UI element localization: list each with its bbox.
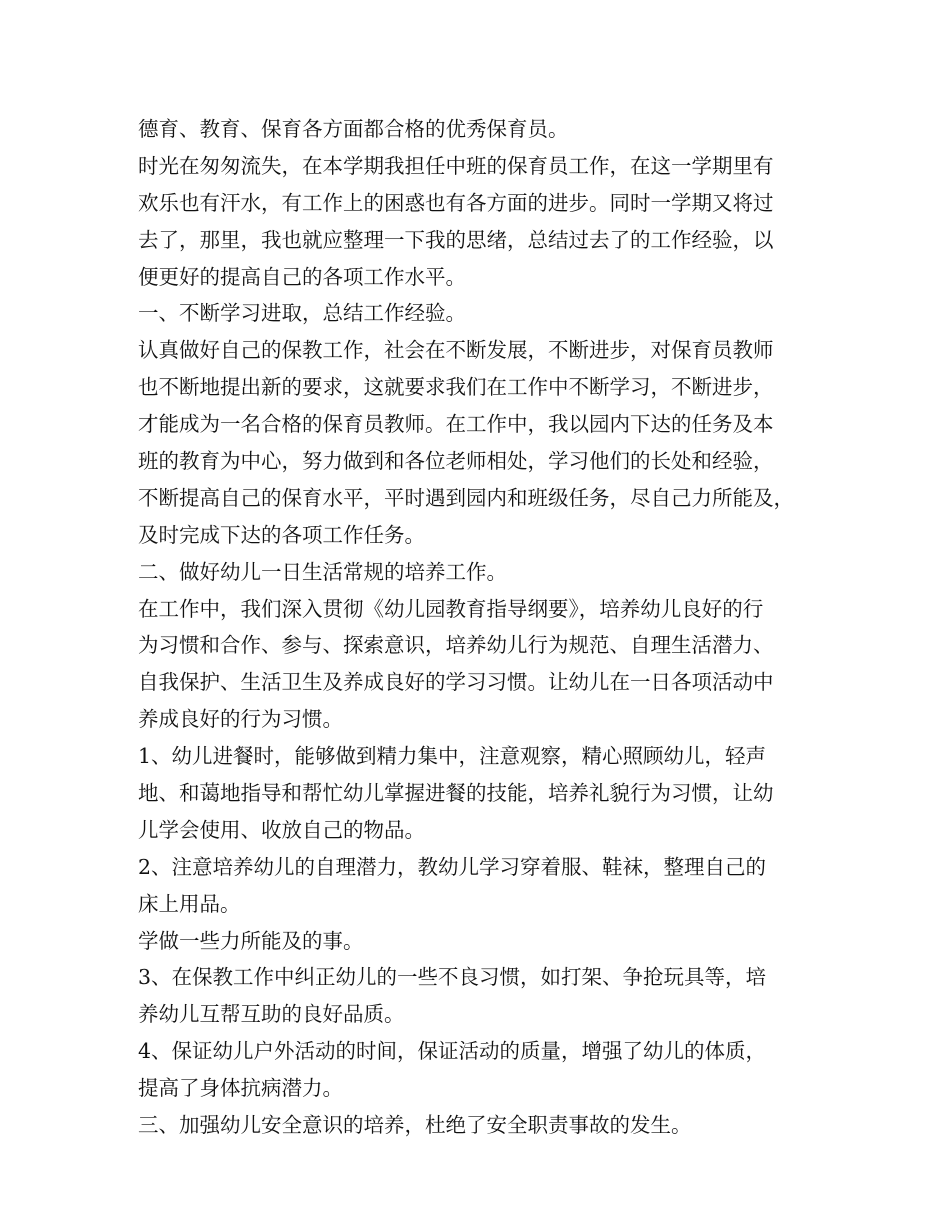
paragraph-line: 欢乐也有汗水，有工作上的困惑也有各方面的进步。同时一学期又将过: [138, 190, 774, 215]
list-item-line: 1、幼儿进餐时，能够做到精力集中，注意观察，精心照顾幼儿，轻声: [138, 744, 767, 769]
paragraph-line: 养成良好的行为习惯。: [138, 707, 343, 732]
section-heading: 一、不断学习进取，总结工作经验。: [138, 301, 466, 326]
paragraph-line: 在工作中，我们深入贯彻《幼儿园教育指导纲要》，培养幼儿良好的行: [138, 596, 764, 621]
list-item-line: 养幼儿互帮互助的良好品质。: [138, 1002, 405, 1027]
paragraph-line: 学做一些力所能及的事。: [138, 928, 364, 953]
paragraph-line: 时光在匆匆流失，在本学期我担任中班的保育员工作，在这一学期里有: [138, 153, 774, 178]
paragraph-line: 及时完成下达的各项工作任务。: [138, 522, 425, 547]
paragraph-line: 去了，那里，我也就应整理一下我的思绪，总结过去了的工作经验，以: [138, 227, 774, 252]
paragraph-line: 不断提高自己的保育水平，平时遇到园内和班级任务，尽自己力所能及，: [138, 485, 794, 510]
paragraph-line: 为习惯和合作、参与、探索意识，培养幼儿行为规范、自理生活潜力、: [138, 633, 774, 658]
list-item-line: 床上用品。: [138, 891, 241, 916]
list-item-line: 地、和蔼地指导和帮忙幼儿掌握进餐的技能，培养礼貌行为习惯，让幼: [138, 781, 774, 806]
list-item-line: 4、保证幼儿户外活动的时间，保证活动的质量，增强了幼儿的体质，: [138, 1039, 767, 1064]
paragraph-line: 便更好的提高自己的各项工作水平。: [138, 264, 466, 289]
section-heading: 二、做好幼儿一日生活常规的培养工作。: [138, 559, 507, 584]
list-item-line: 提高了身体抗病潜力。: [138, 1076, 343, 1101]
section-heading: 三、加强幼儿安全意识的培养，杜绝了安全职责事故的发生。: [138, 1113, 692, 1138]
list-item-line: 儿学会使用、收放自己的物品。: [138, 817, 425, 842]
paragraph-line: 才能成为一名合格的保育员教师。在工作中，我以园内下达的任务及本: [138, 412, 774, 437]
paragraph-line: 德育、教育、保育各方面都合格的优秀保育员。: [138, 117, 569, 141]
list-item-line: 3、在保教工作中纠正幼儿的一些不良习惯，如打架、争抢玩具等，培: [138, 965, 767, 990]
paragraph-line: 也不断地提出新的要求，这就要求我们在工作中不断学习，不断进步，: [138, 375, 774, 400]
paragraph-line: 认真做好自己的保教工作，社会在不断发展，不断进步，对保育员教师: [138, 338, 774, 363]
document-body: [138, 111, 828, 1144]
paragraph-line: 班的教育为中心，努力做到和各位老师相处，学习他们的长处和经验，: [138, 449, 774, 474]
list-item-line: 2、注意培养幼儿的自理潜力，教幼儿学习穿着服、鞋袜，整理自己的: [138, 854, 767, 879]
paragraph-line: 自我保护、生活卫生及养成良好的学习习惯。让幼儿在一日各项活动中: [138, 670, 774, 695]
